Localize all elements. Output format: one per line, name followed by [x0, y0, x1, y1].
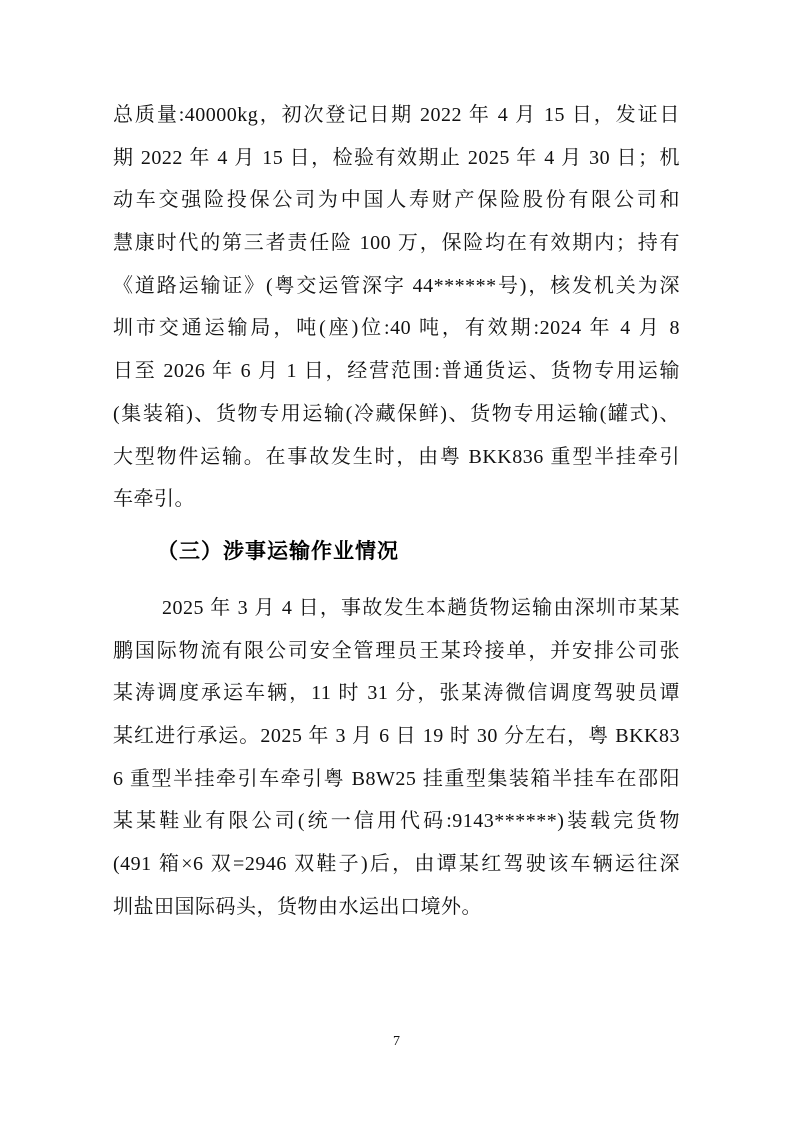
- text-line: 《道路运输证》(粤交运管深字 44******号)，核发机关为深: [113, 274, 680, 297]
- text-line: 圳盐田国际码头，货物由水运出口境外。: [113, 895, 482, 918]
- text-line: 圳市交通运输局，吨(座)位:40 吨，有效期:2024 年 4 月 8: [113, 317, 680, 340]
- text-line: 大型物件运输。在事故发生时，由粤 BKK836 重型半挂牵引: [113, 445, 680, 468]
- text-line: 日至 2026 年 6 月 1 日，经营范围:普通货运、货物专用运输: [113, 360, 680, 383]
- text-line: (集装箱)、货物专用运输(冷藏保鲜)、货物专用运输(罐式)、: [113, 402, 680, 425]
- text-line: 慧康时代的第三者责任险 100 万，保险均在有效期内；持有: [113, 232, 680, 255]
- section-heading: （三）涉事运输作业情况: [157, 538, 399, 563]
- text-line: 6 重型半挂牵引车牵引粤 B8W25 挂重型集装箱半挂车在邵阳: [113, 767, 680, 790]
- page-number: 7: [393, 1034, 400, 1049]
- paragraph-transport-operation: [113, 587, 680, 929]
- text-line: 期 2022 年 4 月 15 日，检验有效期止 2025 年 4 月 30 日；机: [113, 146, 680, 169]
- text-line: (491 箱×6 双=2946 双鞋子)后，由谭某红驾驶该车辆运往深: [113, 853, 680, 875]
- page-content: [113, 94, 680, 928]
- text-line: 车牵引。: [113, 488, 195, 511]
- paragraph-vehicle-info: [113, 94, 680, 521]
- text-line: 某红进行承运。2025 年 3 月 6 日 19 时 30 分左右，粤 BKK83: [113, 724, 680, 747]
- text-line: 总质量:40000kg，初次登记日期 2022 年 4 月 15 日，发证日: [113, 104, 680, 126]
- text-line: 2025 年 3 月 4 日，事故发生本趟货物运输由深圳市某某: [162, 596, 680, 619]
- text-line: 某涛调度承运车辆，11 时 31 分，张某涛微信调度驾驶员谭: [113, 682, 680, 705]
- text-line: 鹏国际物流有限公司安全管理员王某玲接单，并安排公司张: [113, 639, 680, 662]
- text-line: 某某鞋业有限公司(统一信用代码:9143******)装载完货物: [113, 810, 680, 833]
- text-line: 动车交强险投保公司为中国人寿财产保险股份有限公司和: [113, 189, 680, 212]
